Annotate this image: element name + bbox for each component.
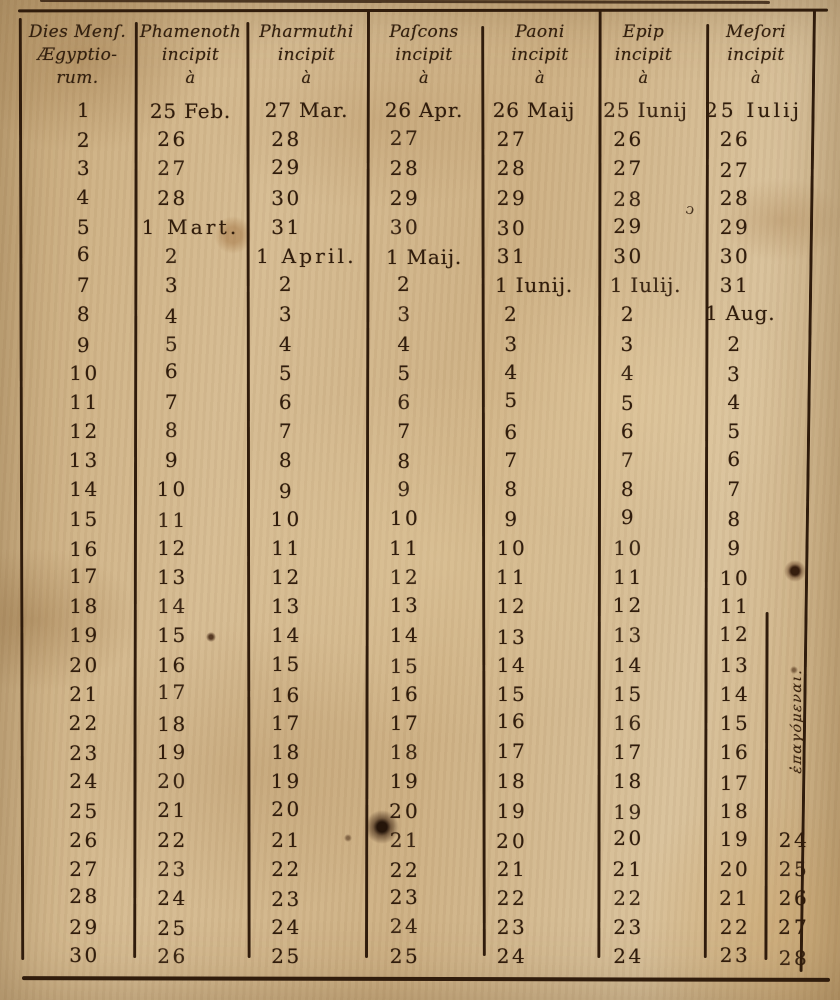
date-cell: 23 <box>719 942 751 967</box>
date-cell: 21 <box>719 886 751 911</box>
epagomenal-cell <box>765 213 823 242</box>
day-cell: 20 <box>69 652 100 677</box>
date-cell: 20 <box>719 856 751 881</box>
date-cell: 10 <box>496 535 528 560</box>
date-cell: 16 <box>719 740 751 765</box>
epagomenal-cell: 25 <box>778 856 810 881</box>
day-cell: 9 <box>76 332 93 357</box>
date-cell: 23 <box>157 856 188 881</box>
date-cell: 18 <box>719 798 751 823</box>
date-cell: 26 <box>157 944 188 969</box>
date-cell: 3 <box>504 331 520 356</box>
date-cell: 17 <box>157 680 188 705</box>
day-cell: 18 <box>69 594 100 619</box>
date-cell: 6 <box>727 447 743 472</box>
date-cell: 22 <box>271 856 302 881</box>
date-cell: 16 <box>271 682 302 707</box>
marginal-note: ἐπαγόμεναι. <box>789 667 805 775</box>
date-cell: 23 <box>496 915 528 940</box>
date-cell: 20 <box>157 769 188 794</box>
day-cell: 30 <box>69 943 100 968</box>
date-cell: 5 <box>397 360 413 385</box>
date-cell: 6 <box>504 420 520 445</box>
date-cell: 19 <box>270 769 303 794</box>
date-cell: 9 <box>504 506 520 531</box>
date-cell: 22 <box>157 827 188 852</box>
date-cell: 11 <box>719 594 751 619</box>
date-cell: 18 <box>389 740 421 765</box>
date-cell: 31 <box>271 214 302 239</box>
header-line: Epip <box>622 22 665 42</box>
date-cell: 6 <box>620 419 637 444</box>
date-cell: 25 <box>389 944 421 969</box>
date-cell: 9 <box>164 448 181 473</box>
date-cell: 29 <box>389 185 421 210</box>
date-cell: 14 <box>271 623 302 648</box>
date-cell: 26 Maij <box>492 98 576 122</box>
date-cell: 3 <box>727 361 743 386</box>
day-cell: 15 <box>69 506 100 531</box>
date-cell: 30 <box>271 185 302 210</box>
day-cell: 3 <box>76 156 93 181</box>
date-cell: 3 <box>278 302 295 327</box>
date-cell: 13 <box>389 592 421 617</box>
date-cell: 11 <box>157 507 188 532</box>
date-cell: 6 <box>164 359 181 384</box>
date-cell: 5 <box>164 331 181 356</box>
date-cell: 30 <box>496 215 528 240</box>
date-cell: 16 <box>496 709 528 734</box>
date-cell: 25 Iunij <box>603 98 688 122</box>
epagomenal-cell <box>765 331 823 360</box>
date-cell: 27 <box>157 156 188 181</box>
header-line: à <box>751 67 761 87</box>
date-cell: 27 <box>496 127 528 152</box>
date-cell: 26 <box>613 127 644 152</box>
date-cell: 18 <box>496 769 528 794</box>
date-cell: 4 <box>164 303 181 328</box>
header-line: incipit <box>727 44 785 65</box>
date-cell: 2 <box>727 331 743 356</box>
date-cell: 11 <box>613 565 644 589</box>
date-cell: 20 <box>496 828 528 853</box>
date-cell: 31 <box>719 273 751 298</box>
header-line: Paoni <box>515 22 565 42</box>
date-cell: 18 <box>271 740 302 765</box>
date-cell: 26 <box>157 127 188 152</box>
epagomenal-cell <box>765 563 823 592</box>
date-cell: 15 <box>389 653 421 678</box>
epagomenal-cell <box>765 415 823 444</box>
date-cell: 5 <box>727 419 743 444</box>
header-line: Paſcons <box>389 22 459 42</box>
date-cell: 9 <box>620 505 637 530</box>
date-cell: 16 <box>157 652 188 677</box>
date-cell: 15 <box>613 681 644 706</box>
date-cell: 10 <box>613 535 644 560</box>
date-cell: 7 <box>278 419 295 444</box>
day-cell: 8 <box>76 302 93 327</box>
date-cell: 15 <box>157 623 188 648</box>
date-cell: 8 <box>278 448 295 473</box>
epagomenal-cell: 28 <box>778 945 810 970</box>
date-cell: 29 <box>271 154 302 179</box>
date-cell: 3 <box>620 331 637 356</box>
date-cell: 10 <box>156 477 189 502</box>
date-cell: 27 <box>613 156 644 181</box>
date-cell: 3 <box>164 273 181 298</box>
day-cell: 5 <box>76 214 93 239</box>
date-cell: 29 <box>613 213 644 238</box>
date-cell: 8 <box>397 449 413 474</box>
epagomenal-cell <box>765 126 823 155</box>
date-cell: 13 <box>271 594 302 619</box>
day-cell: 25 <box>69 798 100 823</box>
date-cell: 4 <box>397 331 413 356</box>
date-cell: 28 <box>496 156 528 181</box>
date-cell: 27 <box>719 157 751 182</box>
column-header-epip <box>590 14 697 96</box>
date-cell: 16 <box>613 710 644 735</box>
day-cell: 10 <box>69 360 100 385</box>
date-cell: 20 <box>613 826 644 851</box>
epagomenal-cell: 27 <box>778 915 810 940</box>
date-cell: 14 <box>613 652 644 677</box>
header-line: incipit <box>395 44 453 65</box>
date-cell: 22 <box>496 886 528 911</box>
date-cell: 15 <box>496 681 528 706</box>
day-cell: 6 <box>76 242 93 267</box>
date-cell: 7 <box>397 419 413 444</box>
date-cell: 29 <box>496 185 528 210</box>
date-cell: 11 <box>271 535 302 560</box>
date-cell: 4 <box>504 359 520 384</box>
epagomenal-cell <box>765 359 823 388</box>
date-cell: 28 <box>389 156 421 181</box>
epagomenal-cell <box>765 94 823 123</box>
day-cell: 29 <box>69 915 100 940</box>
day-cell: 11 <box>69 389 100 414</box>
column-header-mesori <box>697 14 815 96</box>
epagomenal-cell <box>765 797 823 826</box>
date-cell: 23 <box>613 915 644 940</box>
day-cell: 1 <box>76 98 93 122</box>
date-cell: 14 <box>389 623 421 648</box>
date-cell: 7 <box>504 448 520 473</box>
epagomenal-cell <box>765 388 823 417</box>
date-cell: 25 <box>157 916 188 941</box>
date-cell: 19 <box>389 769 421 794</box>
column-header-pascons <box>366 14 482 96</box>
date-cell: 1 Iunij. <box>494 273 574 298</box>
date-cell: 7 <box>727 477 743 502</box>
date-cell: 25 <box>271 944 302 969</box>
date-cell: 11 <box>389 535 421 560</box>
date-cell: 11 <box>496 565 528 589</box>
date-cell: 7 <box>620 448 637 473</box>
epagomenal-cell <box>765 184 823 213</box>
date-cell: 27 <box>389 126 421 151</box>
date-cell: 2 <box>164 243 181 268</box>
column-header-pharmuthi <box>247 14 366 96</box>
header-line: rum. <box>56 67 99 88</box>
date-cell: 24 <box>157 886 188 911</box>
date-cell: 27 Mar. <box>264 98 349 122</box>
epagomenal-cell: 24 <box>778 827 810 852</box>
stray-ink-mark: ɔ <box>683 199 697 219</box>
date-cell: 13 <box>719 652 751 677</box>
day-cell: 7 <box>76 273 93 298</box>
day-cell: 24 <box>69 769 100 794</box>
epagomenal-cell <box>765 154 823 183</box>
header-line: à <box>535 67 545 87</box>
column-header-dies <box>21 14 134 96</box>
date-cell: 15 <box>719 710 751 735</box>
date-cell: 10 <box>270 506 303 531</box>
date-cell: 24 <box>496 944 528 969</box>
header-line: à <box>301 67 312 87</box>
date-cell: 20 <box>389 798 421 823</box>
date-cell: 28 <box>157 185 188 210</box>
header-line: Dies Menſ. <box>28 22 127 42</box>
date-cell: 23 <box>271 887 302 912</box>
day-cell: 17 <box>69 564 100 588</box>
date-cell: 8 <box>164 418 181 443</box>
date-cell: 17 <box>389 710 421 735</box>
conversion-table <box>21 14 823 972</box>
date-cell: 13 <box>157 565 188 589</box>
date-cell: 17 <box>719 770 751 795</box>
date-cell: 1 Iulij. <box>609 273 682 298</box>
date-cell: 26 <box>719 127 751 152</box>
date-cell: 2 <box>278 272 295 297</box>
epagomenal-cell <box>765 271 823 300</box>
date-cell: 21 <box>389 827 421 852</box>
date-cell: 17 <box>613 740 644 765</box>
date-cell: 15 <box>271 651 302 676</box>
date-cell: 5 <box>504 388 520 413</box>
date-cell: 22 <box>389 858 421 883</box>
date-cell: 9 <box>278 478 295 503</box>
date-cell: 1 April. <box>256 243 357 268</box>
date-cell: 22 <box>719 915 751 940</box>
header-line: à <box>638 67 649 87</box>
date-cell: 28 <box>271 127 302 152</box>
day-cell: 12 <box>69 419 100 444</box>
date-cell: 18 <box>157 712 188 737</box>
header-line: incipit <box>277 44 336 65</box>
date-cell: 10 <box>389 505 421 530</box>
date-cell: 26 Apr. <box>384 98 464 122</box>
date-cell: 14 <box>496 652 528 677</box>
day-cell: 14 <box>69 477 100 502</box>
day-cell: 16 <box>69 537 100 561</box>
date-cell: 25 Feb. <box>149 99 232 124</box>
date-cell: 28 <box>613 186 644 211</box>
header-line: à <box>419 67 429 87</box>
date-cell: 29 <box>719 214 751 239</box>
day-cell: 27 <box>69 856 100 881</box>
date-cell: 8 <box>620 477 637 502</box>
epagomenal-cell <box>765 621 823 650</box>
date-cell: 28 <box>719 185 751 210</box>
epagomenal-cell: 26 <box>778 886 810 911</box>
date-cell: 13 <box>613 623 644 648</box>
date-cell: 21 <box>157 797 188 822</box>
date-cell: 21 <box>496 856 528 881</box>
date-cell: 20 <box>271 796 302 821</box>
date-cell: 22 <box>613 886 644 911</box>
date-cell: 1 Aug. <box>705 300 776 325</box>
date-cell: 4 <box>278 331 295 356</box>
column-header-paoni <box>482 14 598 96</box>
date-cell: 12 <box>389 565 421 589</box>
day-cell: 21 <box>69 681 100 706</box>
header-line: Pharmuthi <box>259 22 354 42</box>
date-cell: 8 <box>727 506 743 531</box>
header-line: Phamenoth <box>139 22 242 42</box>
header-line: à <box>185 67 196 87</box>
date-cell: 12 <box>612 593 645 618</box>
epagomenal-cell <box>765 242 823 271</box>
epagomenal-cell <box>765 299 823 328</box>
date-cell: 17 <box>496 739 528 764</box>
date-cell: 4 <box>727 389 743 414</box>
header-line: incipit <box>161 44 220 65</box>
date-cell: 1 Mart. <box>141 214 240 239</box>
header-line: Ægyptio- <box>37 44 118 65</box>
date-cell: 21 <box>271 827 302 852</box>
date-cell: 10 <box>719 566 751 591</box>
date-cell: 23 <box>389 885 421 910</box>
header-line: Meſori <box>726 22 786 42</box>
date-cell: 18 <box>613 769 644 794</box>
date-cell: 5 <box>278 360 295 385</box>
date-cell: 2 <box>620 302 637 327</box>
epagomenal-cell <box>765 505 823 534</box>
date-cell: 12 <box>496 594 528 619</box>
date-cell: 24 <box>271 915 302 940</box>
date-cell: 1 Maij. <box>385 245 463 270</box>
date-cell: 19 <box>719 826 751 851</box>
date-cell: 14 <box>157 594 188 619</box>
date-cell: 21 <box>612 856 645 881</box>
column-header-phamenoth <box>134 14 247 96</box>
day-cell: 22 <box>68 710 101 735</box>
date-cell: 6 <box>397 389 413 414</box>
date-cell: 2 <box>504 302 520 327</box>
date-cell: 14 <box>719 681 751 706</box>
date-cell: 30 <box>613 243 644 268</box>
date-cell: 19 <box>156 740 189 765</box>
date-cell: 3 <box>397 302 413 327</box>
page-edge-rule <box>40 0 770 3</box>
date-cell: 12 <box>719 621 751 646</box>
date-cell: 19 <box>613 799 644 824</box>
day-cell: 19 <box>69 623 100 648</box>
epagomenal-cell <box>765 535 823 564</box>
date-cell: 13 <box>496 624 528 649</box>
date-cell: 6 <box>278 389 295 414</box>
day-cell: 28 <box>69 884 100 909</box>
day-cell: 26 <box>69 827 100 852</box>
header-line: incipit <box>511 44 569 65</box>
date-cell: 2 <box>397 271 413 296</box>
date-cell: 7 <box>164 389 181 414</box>
epagomenal-cell <box>765 446 823 475</box>
date-cell: 30 <box>389 214 421 239</box>
date-cell: 9 <box>727 535 743 560</box>
date-cell: 12 <box>271 565 302 589</box>
day-cell: 2 <box>76 128 93 153</box>
day-cell: 4 <box>76 184 93 209</box>
date-cell: 4 <box>620 360 637 385</box>
epagomenal-cell <box>765 592 823 621</box>
bottom-rule <box>22 976 830 982</box>
date-cell: 19 <box>496 798 528 823</box>
date-cell: 24 <box>613 944 644 969</box>
date-cell: 5 <box>620 391 637 416</box>
top-rule <box>18 9 828 13</box>
date-cell: 8 <box>504 477 520 502</box>
date-cell: 9 <box>397 477 413 502</box>
date-cell: 30 <box>719 243 751 268</box>
day-cell: 23 <box>69 741 100 766</box>
date-cell: 16 <box>389 681 421 706</box>
date-cell: 25 Iulij <box>705 98 803 122</box>
header-line: incipit <box>614 44 673 65</box>
date-cell: 31 <box>496 243 528 268</box>
epagomenal-cell <box>765 475 823 504</box>
day-cell: 13 <box>68 448 101 473</box>
date-cell: 12 <box>157 535 188 560</box>
date-cell: 24 <box>389 913 421 938</box>
date-cell: 17 <box>271 710 302 735</box>
